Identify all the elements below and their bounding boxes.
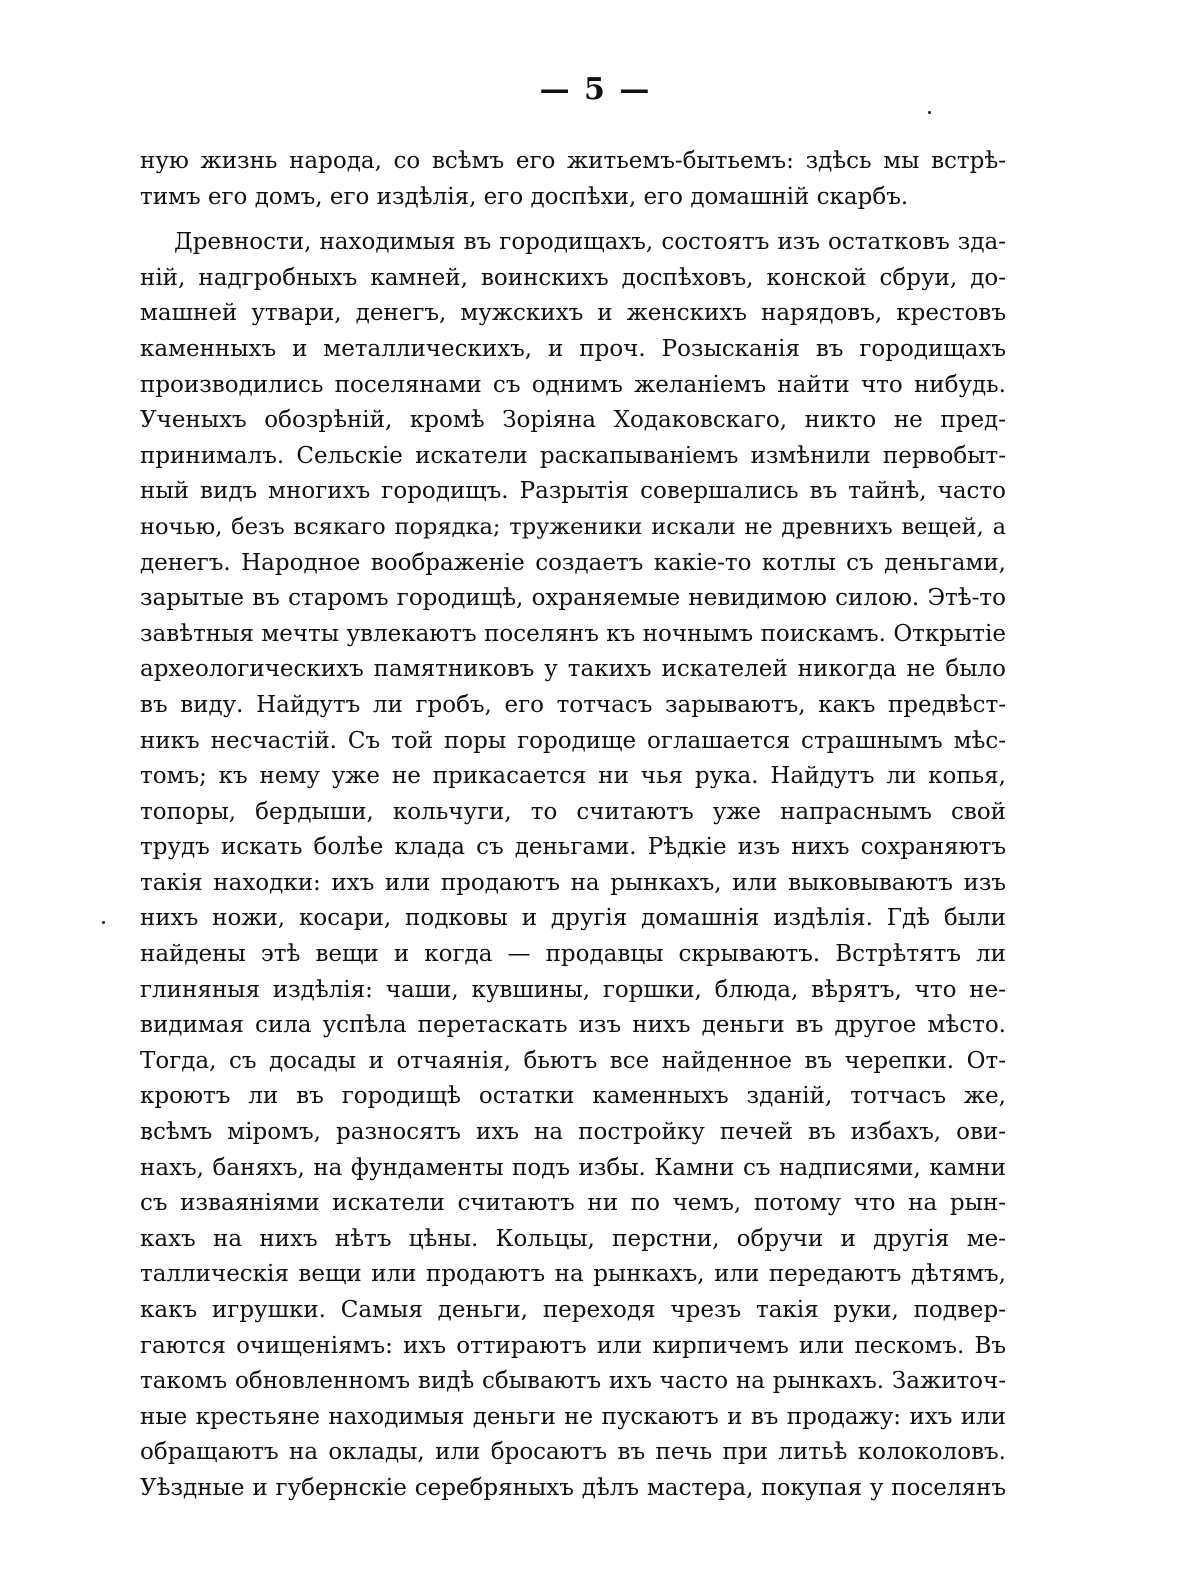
text-line: ночью, безъ всякаго порядка; труженики искали не древнихъ вещей, а bbox=[140, 513, 1006, 540]
print-speck bbox=[928, 111, 931, 114]
text-line: ные крестьяне находимыя деньги не пускаютъ и въ продажу: ихъ или bbox=[140, 1403, 1006, 1430]
paragraph-continued bbox=[140, 144, 1006, 215]
text-line: ную жизнь народа, со всѣмъ его житьемъ-бытьемъ: здѣсь мы встрѣ- bbox=[140, 148, 1006, 174]
text-line: археологическихъ памятниковъ у такихъ искателей никогда не было bbox=[140, 656, 1006, 683]
text-line: томъ; къ нему уже не прикасается ни чья рука. Найдутъ ли копья, bbox=[140, 763, 1006, 790]
text-line: съ изваяніями искатели считаютъ ни по чемъ, потому что на рын- bbox=[140, 1190, 1006, 1217]
text-line: въ виду. Найдутъ ли гробъ, его тотчасъ зарываютъ, какъ предвѣст- bbox=[140, 691, 1006, 718]
text-line: Древности, находимыя въ городищахъ, состоятъ изъ остатковъ зда- bbox=[174, 229, 1006, 256]
text-line: ный видъ многихъ городищъ. Разрытія совершались въ тайнѣ, часто bbox=[140, 478, 1006, 505]
text-line: видимая сила успѣла перетаскать изъ нихъ деньги въ другое мѣсто. bbox=[140, 1012, 1006, 1039]
text-line: обращаютъ на оклады, или бросаютъ въ печь при литьѣ колоколовъ. bbox=[140, 1439, 1006, 1466]
text-line: никъ несчастій. Съ той поры городище оглашается страшнымъ мѣс- bbox=[140, 727, 1006, 754]
text-line: нахъ, баняхъ, на фундаменты подъ избы. Камни съ надписями, камни bbox=[140, 1154, 1006, 1181]
text-line: принималъ. Сельскіе искатели раскапываніемъ измѣнили первобыт- bbox=[140, 442, 1006, 469]
text-line: производились поселянами съ однимъ желаніемъ найти что нибудь. bbox=[140, 371, 1006, 398]
text-line: ній, надгробныхъ камней, воинскихъ доспѣховъ, конской сбруи, до- bbox=[140, 264, 1006, 291]
text-line: кроютъ ли въ городищѣ остатки каменныхъ зданій, тотчасъ же, bbox=[140, 1083, 1006, 1110]
page-number: — 5 — bbox=[539, 72, 652, 107]
text-line: зарытые въ старомъ городищѣ, охраняемые невидимою силою. Этѣ-то bbox=[140, 585, 1006, 612]
text-line: каменныхъ и металлическихъ, и проч. Розысканія въ городищахъ bbox=[140, 335, 1006, 362]
body-text bbox=[140, 144, 1006, 1507]
text-line: Уѣздные и губернскіе серебряныхъ дѣлъ мастера, покупая у поселянъ bbox=[140, 1474, 1006, 1501]
text-line: всѣмъ міромъ, разносятъ ихъ на постройку печей въ избахъ, ови- bbox=[140, 1119, 1006, 1146]
text-line: денегъ. Народное воображеніе создаетъ какіе-то котлы съ деньгами, bbox=[140, 549, 1006, 576]
text-line: завѣтныя мечты увлекаютъ поселянъ къ ночнымъ поискамъ. Открытіе bbox=[140, 620, 1006, 647]
text-line: Ученыхъ обозрѣній, кромѣ Зоріяна Ходаковскаго, никто не пред- bbox=[140, 407, 1006, 434]
text-line: машней утвари, денегъ, мужскихъ и женскихъ нарядовъ, крестовъ bbox=[140, 300, 1006, 327]
text-line: гаются очищеніямъ: ихъ оттираютъ или кирпичемъ или пескомъ. Въ bbox=[140, 1332, 1006, 1359]
text-line: такія находки: ихъ или продаютъ на рынкахъ, или выковываютъ изъ bbox=[140, 869, 1006, 896]
print-speck bbox=[102, 921, 105, 924]
text-line: такомъ обновленномъ видѣ сбываютъ ихъ часто на рынкахъ. Зажиточ- bbox=[140, 1368, 1006, 1395]
text-line: трудъ искать болѣе клада съ деньгами. Рѣдкіе изъ нихъ сохраняютъ bbox=[140, 834, 1006, 861]
text-line: глиняныя издѣлія: чаши, кувшины, горшки, блюда, вѣрятъ, что не- bbox=[140, 976, 1006, 1003]
text-line: Тогда, съ досады и отчаянія, бьютъ все найденное въ черепки. От- bbox=[140, 1047, 1006, 1074]
text-line: какъ игрушки. Самыя деньги, переходя чрезъ такія руки, подвер- bbox=[140, 1297, 1006, 1323]
text-line: топоры, бердыши, кольчуги, то считаютъ уже напраснымъ свой bbox=[140, 798, 1006, 825]
text-line: нихъ ножи, косари, подковы и другія домашнія издѣлія. Гдѣ были bbox=[140, 905, 1006, 932]
text-line: кахъ на нихъ нѣтъ цѣны. Кольцы, перстни, обручи и другія ме- bbox=[140, 1225, 1006, 1252]
paragraph-antiquities bbox=[140, 225, 1006, 1506]
paragraph-gap bbox=[140, 215, 1006, 225]
text-line: найдены этѣ вещи и когда — продавцы скрываютъ. Встрѣтятъ ли bbox=[140, 941, 1006, 968]
text-line: таллическія вещи или продаютъ на рынкахъ, или передаютъ дѣтямъ, bbox=[140, 1261, 1006, 1288]
text-line: тимъ его домъ, его издѣлія, его доспѣхи, его домашній скарбъ. bbox=[140, 183, 909, 210]
